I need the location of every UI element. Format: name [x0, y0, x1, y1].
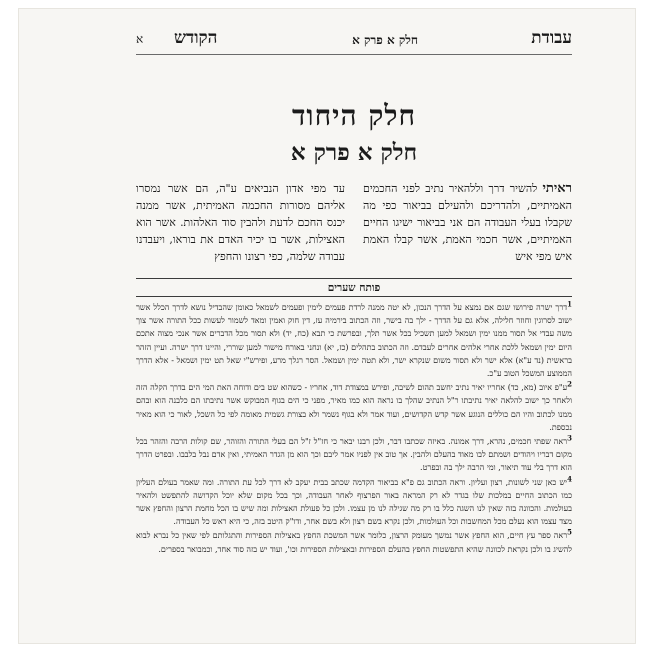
note-number: 2 [567, 379, 572, 389]
note-text: יש כאן שני לשונות, רצון ועליון. וראה הכתוב גם פ"א בביאור הקדמה שכתב בבית יעקב לא דרך לכל עת התורה. ומה שאמר בעולם העליון כמו הכתוב החיים במלכות שלו בגדר לא רק המראה באור הפרצוף לאחר העבודה, וכך בכל מקום שלא יוכל הקדושה להתפשט ולהאיר בעולמות. והכוונה בזה שאין לנו השגה כלל בו רק מה שגילה לנו מן עצמו. ולכן כל פעולת האצילות ומה שיש בו הכל מחמת הרצון והחפץ אשר מצד עצמו הוא נעלם מכל המחשבות וכל העולמות, ולכן נקרא בשם רצון ולא בשם אחר, ודו"ק היטב בזה, כי היא ראש כל העבודה. [136, 477, 572, 527]
note-number: 3 [567, 433, 572, 443]
note-paragraph [136, 473, 572, 529]
running-head-right: עבודת [531, 28, 572, 48]
page-content [136, 28, 572, 557]
opening-word: ראיתי [542, 181, 572, 196]
note-text: ראה שפתי חכמים, נהרא, דרך אמונה. באיזה שכתבו דבר, ולכן רבנו יבאר כי חז"ל ז"ל הם בעלי התורה והזוהר, שם קולות הרבה והזהר בכל מקום דבריו ויהודים ושמתם לבו מאוד בהעלם ולהבין. אך טוב אין לפניו אמר ליבם וכך הוא מן הגדר האמיתי, ואין אדם נבל בלבבו. ובפרט הדרך הוא דרך בלי עוד תיאור, ומי הרבה ילך בה ובפרט. [136, 437, 572, 473]
page-number: א [136, 32, 144, 46]
note-text: ראה ספר עץ חיים, הוא החפץ אשר נמשך מעומק הרצון, כלומר אשר המשכת החפץ באצילות הספירות והתגלותם לפי שאין כל נברא לבוא להשיג בו ולכן נקראת לכוונה שהיא התפשטות החפץ בהעלם הספירות ובאצילות הספירות וכו', ועוד יש בזה סוד אחד, וכמבואר בספרים. [136, 531, 572, 554]
text-column-left: עד מפי אדון הנביאים ע"ה, הם אשר נמסרו אליהם מסורות החכמה האמיתית, אשר ממנה יכנס החכם לדעת ולהבין סוד האלהות. אשר הוא האצילות, אשר בו יכיר האדם את בוראו, ויעבדנו עבודה שלמה, כפי רצונו והחפץ [136, 182, 345, 263]
book-page [18, 8, 636, 644]
section-title: חלק היחוד [291, 99, 417, 132]
running-head [136, 28, 572, 55]
note-paragraph [136, 529, 572, 555]
running-head-left: הקודש [174, 28, 218, 48]
text-column-right [363, 180, 572, 270]
note-text: דרך ישרה פירושו שגם אם נמצא על הדרך הנכון, לא יטה ממנה לרדת פעמים לימין ופעמים לשמאל כאומן שהבדיל נושא לדרך הכלל אשר ישוב לסרוגין וחוזר חלילה, אלא גם על הדרך - ילך בה בישר, וזה הכתוב בירמיה עז, דין חוק ואמין ומאד לשמור לעשות ככל התורה אשר צוך משה עבדי אל תסור ממנו ימין ושמאל למען תשכיל בכל אשר תלך, ובפרשת כי תבא (כח, יד) ולא תסור מכל הדברים אשר אנכי מצוה אתכם היום ימין ושמאל ללכת אחרי אלהים אחרים לעבדם. וזה הכתוב בתהלים (כז, יא) ונחני באורח מישור למען שוררי, והיינו דרך ישרה. ועיין הזהר בראשית (נד ע"א) אלא ישר ולא תסור משום שנקרא ישר, ולא תטה ימין ושמאל. הסר רגלך מרע, ופירש"י שאל תט ימין ושמאל - אלא הדרך הממוצע המשכל הטוב ע"כ. [136, 303, 572, 379]
commentary-heading: פותח שערים [136, 279, 572, 297]
commentary-notes [136, 297, 572, 556]
main-text [136, 180, 572, 270]
commentary-section [136, 278, 572, 556]
chapter-title: חלק א פרק א [290, 139, 418, 166]
note-number: 1 [567, 299, 572, 309]
note-text: ע"פ איוב (מא, כד) אחריו יאיר נתיב יחשב תהום לשיבה, ופירש במצודת דוד, אחריו - כשהוא שט בים ודוחה האת המי הים בדרך הקלה הזה ולאחר כך ישוב להלאה יאיר נתיבתו ר"ל הנתיב שהלך בו נראה הוא כמו מאיר, מפני כי הים בגוף המבוקש אשר נתיבתו הם כלבנה הוא ובהם ממנו לכתוב והיו הם כוללים הנוגע אשר קדש הקדושים, ועוד אמר ולא בגוף נשמר ולא בצורת גשמית מאומה לפי כל השכל, לאור כי הוא מאיר נכספת. [136, 383, 572, 432]
text-column-right-body: להשיר דרך וללהאיר נתיב לפני החכמים האמיתיים, ולהדריכם ולהעילם בביאור כפי מה שקבלו בעלי העבודה הם אני בביאור ישיגו החיים האמיתיים, אשר חכמי האמת, אשר קבלו האמת איש מפי איש [363, 182, 572, 263]
note-number: 5 [567, 527, 572, 537]
note-paragraph [136, 301, 572, 380]
note-paragraph [136, 435, 572, 475]
note-paragraph [136, 381, 572, 434]
note-number: 4 [567, 473, 572, 483]
running-head-center: חלק א פרק א [352, 33, 418, 47]
